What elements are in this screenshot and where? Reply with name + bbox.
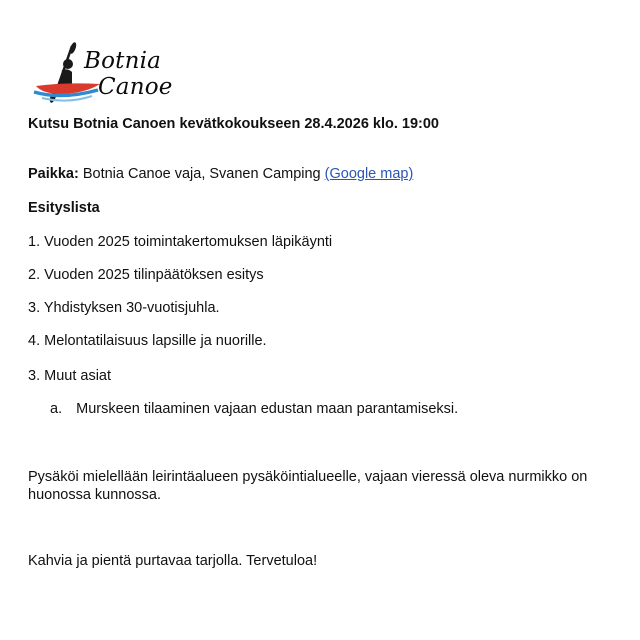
agenda-heading: Esityslista (28, 200, 100, 216)
closing-text: Kahvia ja pientä purtavaa tarjolla. Tervetuloa! (28, 553, 318, 569)
parking-note: Pysäköi mielellään leirintäalueen pysäköintialueelle, vajaan vieressä oleva nurmikko on huonossa kunnossa. (28, 469, 588, 503)
agenda-item: 2. Vuoden 2025 tilinpäätöksen esitys (28, 267, 264, 283)
subitem-marker: a. (50, 401, 63, 417)
logo-text-botnia: Botnia (84, 48, 162, 74)
place-label: Paikka: (28, 166, 79, 182)
meeting-place (28, 165, 413, 183)
agenda-item: 4. Melontatilaisuus lapsille ja nuorille. (28, 333, 267, 349)
google-map-link[interactable]: (Google map) (324, 166, 414, 182)
agenda-item: 3. Yhdistyksen 30-vuotisjuhla. (28, 300, 220, 316)
invitation-title: Kutsu Botnia Canoen kevätkokoukseen 28.4.2026 klo. 19:00 (28, 116, 439, 132)
agenda-subitem (50, 400, 458, 418)
botnia-canoe-logo (32, 42, 172, 104)
agenda-item: 1. Vuoden 2025 toimintakertomuksen läpikäynti (28, 234, 333, 250)
place-text: Botnia Canoe vaja, Svanen Camping (82, 166, 321, 182)
subitem-text: Murskeen tilaaminen vajaan edustan maan parantamiseksi. (76, 401, 459, 417)
logo-text-canoe: Canoe (98, 74, 173, 100)
agenda-item: 3. Muut asiat (28, 368, 112, 384)
